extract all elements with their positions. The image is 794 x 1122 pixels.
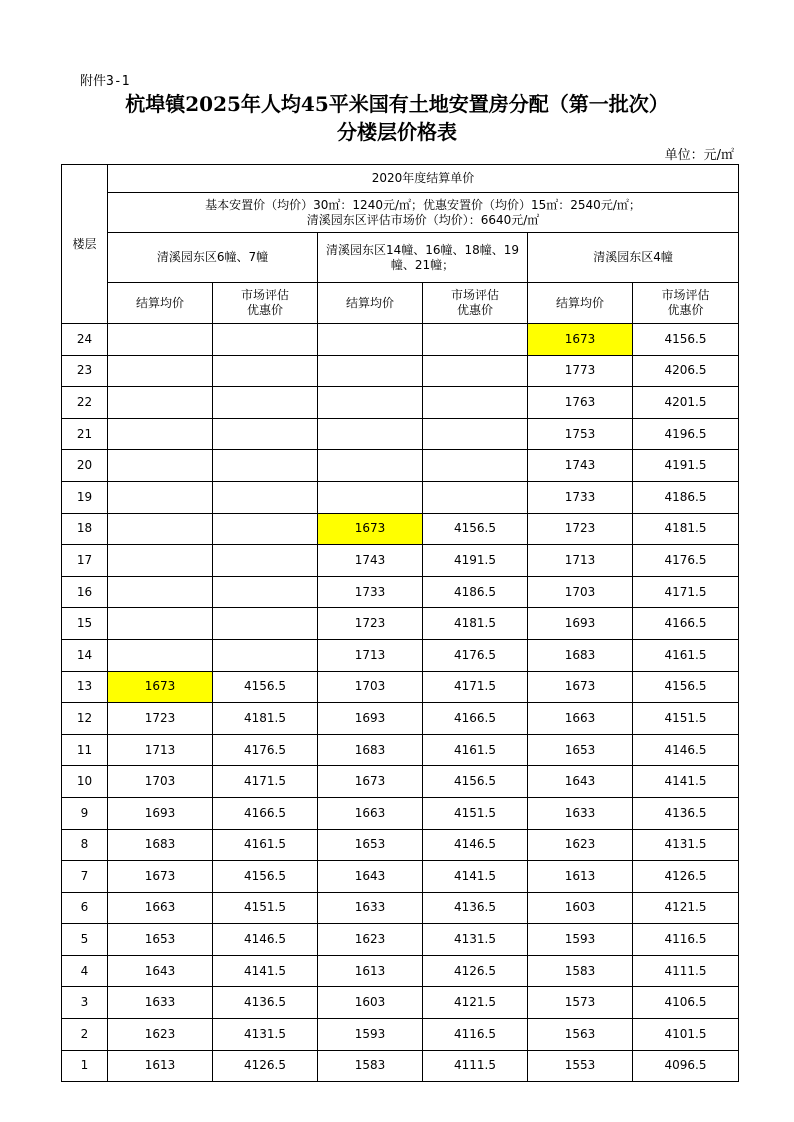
floor-cell: 21: [62, 418, 108, 450]
market-header-text: 市场评估优惠价: [661, 288, 710, 317]
table-row: [62, 829, 739, 861]
market-price-cell: 4131.5: [423, 924, 528, 956]
settle-price-cell: 1643: [108, 955, 213, 987]
settle-price-cell: [108, 576, 213, 608]
group-header-1: 清溪园东区6幢、7幢: [108, 233, 318, 283]
settle-price-cell: [318, 418, 423, 450]
settle-price-cell: 1703: [528, 576, 633, 608]
table-row: [62, 924, 739, 956]
market-price-cell: 4201.5: [633, 387, 739, 419]
settle-price-cell: [108, 545, 213, 577]
market-price-cell: 4116.5: [423, 1019, 528, 1051]
market-price-cell: 4191.5: [423, 545, 528, 577]
settle-price-cell: 1653: [318, 829, 423, 861]
table-row: [62, 545, 739, 577]
floor-cell: 18: [62, 513, 108, 545]
floor-cell: 3: [62, 987, 108, 1019]
settle-price-cell: 1713: [318, 639, 423, 671]
price-table: [61, 164, 739, 1082]
table-row: [62, 481, 739, 513]
settle-price-cell: 1623: [528, 829, 633, 861]
market-price-cell: 4126.5: [213, 1050, 318, 1082]
table-row: [62, 418, 739, 450]
floor-cell: 12: [62, 703, 108, 735]
settle-price-cell: 1653: [108, 924, 213, 956]
table-row: [62, 513, 739, 545]
market-price-cell: 4156.5: [423, 766, 528, 798]
settle-price-cell: 1723: [318, 608, 423, 640]
settle-price-cell: 1573: [528, 987, 633, 1019]
floor-cell: 17: [62, 545, 108, 577]
settle-price-cell: [318, 324, 423, 356]
group-header-2: [318, 233, 528, 283]
table-row: [62, 1019, 739, 1051]
table-row: [62, 987, 739, 1019]
base-price-note: [108, 193, 739, 233]
table-row: [62, 766, 739, 798]
floor-cell: 4: [62, 955, 108, 987]
market-price-cell: 4146.5: [633, 734, 739, 766]
market-price-cell: [213, 324, 318, 356]
settle-price-cell: 1663: [528, 703, 633, 735]
market-price-cell: 4156.5: [633, 671, 739, 703]
settle-price-cell: 1623: [318, 924, 423, 956]
group-header-3: 清溪园东区4幢: [528, 233, 739, 283]
settle-price-cell: 1583: [528, 955, 633, 987]
settle-price-cell: 1693: [318, 703, 423, 735]
settle-header: 结算均价: [318, 283, 423, 324]
market-price-cell: 4131.5: [213, 1019, 318, 1051]
market-header: [423, 283, 528, 324]
table-row: [62, 450, 739, 482]
settle-price-cell: 1773: [528, 355, 633, 387]
market-price-cell: 4111.5: [423, 1050, 528, 1082]
market-price-cell: 4146.5: [423, 829, 528, 861]
market-price-cell: 4126.5: [423, 955, 528, 987]
floor-cell: 22: [62, 387, 108, 419]
settle-price-cell: [318, 481, 423, 513]
market-price-cell: 4141.5: [633, 766, 739, 798]
table-row: [62, 955, 739, 987]
settle-price-cell: 1703: [108, 766, 213, 798]
settle-price-cell: 1553: [528, 1050, 633, 1082]
table-row: [62, 797, 739, 829]
table-row: [62, 703, 739, 735]
floor-cell: 16: [62, 576, 108, 608]
market-price-cell: [423, 355, 528, 387]
market-price-cell: [213, 513, 318, 545]
market-price-cell: 4166.5: [423, 703, 528, 735]
floor-cell: 24: [62, 324, 108, 356]
market-price-cell: 4096.5: [633, 1050, 739, 1082]
market-price-cell: 4156.5: [633, 324, 739, 356]
market-price-cell: 4136.5: [423, 892, 528, 924]
market-price-cell: 4121.5: [633, 892, 739, 924]
year-price-header: 2020年度结算单价: [108, 165, 739, 193]
market-price-cell: [213, 387, 318, 419]
market-price-cell: 4131.5: [633, 829, 739, 861]
market-price-cell: 4186.5: [423, 576, 528, 608]
settle-header: 结算均价: [528, 283, 633, 324]
market-price-cell: 4176.5: [213, 734, 318, 766]
table-row: [62, 387, 739, 419]
market-price-cell: 4146.5: [213, 924, 318, 956]
market-price-cell: 4171.5: [213, 766, 318, 798]
table-row: [62, 861, 739, 893]
market-price-cell: 4151.5: [423, 797, 528, 829]
settle-price-cell: 1693: [108, 797, 213, 829]
market-price-cell: 4171.5: [633, 576, 739, 608]
floor-cell: 5: [62, 924, 108, 956]
market-price-cell: 4156.5: [213, 671, 318, 703]
market-price-cell: 4136.5: [213, 987, 318, 1019]
settle-price-cell: 1673: [318, 513, 423, 545]
floor-cell: 7: [62, 861, 108, 893]
settle-price-cell: 1763: [528, 387, 633, 419]
settle-price-cell: 1643: [528, 766, 633, 798]
market-price-cell: 4156.5: [423, 513, 528, 545]
table-row: [62, 324, 739, 356]
market-price-cell: 4171.5: [423, 671, 528, 703]
floor-cell: 23: [62, 355, 108, 387]
settle-price-cell: 1673: [108, 861, 213, 893]
settle-price-cell: 1663: [318, 797, 423, 829]
table-row: [62, 892, 739, 924]
table-row: [62, 608, 739, 640]
floor-cell: 19: [62, 481, 108, 513]
settle-price-cell: [108, 639, 213, 671]
settle-price-cell: [108, 355, 213, 387]
market-price-cell: 4191.5: [633, 450, 739, 482]
settle-price-cell: 1693: [528, 608, 633, 640]
settle-price-cell: 1653: [528, 734, 633, 766]
settle-price-cell: 1753: [528, 418, 633, 450]
table-row: [62, 355, 739, 387]
market-price-cell: [213, 355, 318, 387]
unit-label: 单位：元/㎡: [664, 148, 734, 163]
settle-price-cell: 1593: [318, 1019, 423, 1051]
settle-price-cell: 1633: [318, 892, 423, 924]
settle-price-cell: 1743: [528, 450, 633, 482]
settle-price-cell: 1683: [318, 734, 423, 766]
table-row: [62, 734, 739, 766]
settle-price-cell: 1623: [108, 1019, 213, 1051]
settle-price-cell: 1613: [528, 861, 633, 893]
page-subtitle: 分楼层价格表: [337, 120, 457, 144]
market-price-cell: 4151.5: [213, 892, 318, 924]
market-price-cell: [423, 450, 528, 482]
market-price-cell: 4156.5: [213, 861, 318, 893]
market-price-cell: [213, 481, 318, 513]
table-row: [62, 576, 739, 608]
settle-price-cell: 1673: [528, 671, 633, 703]
floor-cell: 6: [62, 892, 108, 924]
market-header-text: 市场评估优惠价: [241, 288, 290, 317]
market-price-cell: [423, 481, 528, 513]
settle-price-cell: 1613: [318, 955, 423, 987]
group-header-2-text: 清溪园东区14幢、16幢、18幢、19幢、21幢；: [325, 242, 520, 272]
market-price-cell: 4121.5: [423, 987, 528, 1019]
settle-price-cell: [318, 387, 423, 419]
base-price-line1: 基本安置价（均价）30㎡：1240元/㎡；优惠安置价（均价）15㎡：2540元/㎡；: [205, 197, 641, 212]
market-header: [633, 283, 739, 324]
floor-cell: 14: [62, 639, 108, 671]
floor-cell: 11: [62, 734, 108, 766]
settle-price-cell: 1663: [108, 892, 213, 924]
settle-price-cell: [108, 418, 213, 450]
floor-cell: 13: [62, 671, 108, 703]
market-price-cell: 4116.5: [633, 924, 739, 956]
settle-price-cell: 1723: [528, 513, 633, 545]
settle-price-cell: 1703: [318, 671, 423, 703]
market-price-cell: 4126.5: [633, 861, 739, 893]
market-price-cell: 4166.5: [213, 797, 318, 829]
market-price-cell: 4196.5: [633, 418, 739, 450]
market-price-cell: 4181.5: [633, 513, 739, 545]
settle-price-cell: 1643: [318, 861, 423, 893]
market-price-cell: 4151.5: [633, 703, 739, 735]
market-header: [213, 283, 318, 324]
market-price-cell: 4141.5: [213, 955, 318, 987]
settle-price-cell: [108, 513, 213, 545]
market-price-cell: [213, 450, 318, 482]
market-price-cell: 4181.5: [213, 703, 318, 735]
floor-cell: 15: [62, 608, 108, 640]
settle-price-cell: [108, 481, 213, 513]
floor-cell: 10: [62, 766, 108, 798]
settle-price-cell: 1723: [108, 703, 213, 735]
market-price-cell: 4161.5: [633, 639, 739, 671]
table-row: [62, 671, 739, 703]
floor-header: 楼层: [62, 165, 108, 324]
floor-cell: 9: [62, 797, 108, 829]
settle-price-cell: 1563: [528, 1019, 633, 1051]
settle-price-cell: 1713: [108, 734, 213, 766]
settle-price-cell: 1593: [528, 924, 633, 956]
market-price-cell: 4161.5: [423, 734, 528, 766]
settle-price-cell: 1733: [318, 576, 423, 608]
page-title: 杭埠镇2025年人均45平米国有土地安置房分配（第一批次）: [125, 92, 669, 116]
floor-cell: 20: [62, 450, 108, 482]
settle-price-cell: 1713: [528, 545, 633, 577]
floor-cell: 1: [62, 1050, 108, 1082]
attachment-label: 附件3-1: [80, 74, 130, 89]
settle-price-cell: 1683: [108, 829, 213, 861]
settle-price-cell: 1733: [528, 481, 633, 513]
settle-price-cell: 1583: [318, 1050, 423, 1082]
settle-price-cell: 1603: [318, 987, 423, 1019]
market-price-cell: 4176.5: [633, 545, 739, 577]
settle-price-cell: [108, 324, 213, 356]
market-price-cell: 4106.5: [633, 987, 739, 1019]
settle-price-cell: [108, 608, 213, 640]
market-price-cell: 4181.5: [423, 608, 528, 640]
settle-header: 结算均价: [108, 283, 213, 324]
settle-price-cell: 1743: [318, 545, 423, 577]
market-price-cell: 4161.5: [213, 829, 318, 861]
settle-price-cell: 1683: [528, 639, 633, 671]
settle-price-cell: 1633: [108, 987, 213, 1019]
settle-price-cell: 1633: [528, 797, 633, 829]
market-price-cell: 4141.5: [423, 861, 528, 893]
settle-price-cell: 1673: [318, 766, 423, 798]
market-price-cell: 4166.5: [633, 608, 739, 640]
settle-price-cell: 1613: [108, 1050, 213, 1082]
settle-price-cell: 1603: [528, 892, 633, 924]
market-price-cell: 4206.5: [633, 355, 739, 387]
market-price-cell: [213, 608, 318, 640]
market-price-cell: 4101.5: [633, 1019, 739, 1051]
settle-price-cell: 1673: [108, 671, 213, 703]
market-price-cell: [423, 324, 528, 356]
floor-cell: 8: [62, 829, 108, 861]
market-price-cell: [213, 639, 318, 671]
market-price-cell: [213, 418, 318, 450]
market-price-cell: 4136.5: [633, 797, 739, 829]
settle-price-cell: [108, 387, 213, 419]
market-price-cell: 4186.5: [633, 481, 739, 513]
settle-price-cell: [318, 355, 423, 387]
market-header-text: 市场评估优惠价: [451, 288, 500, 317]
floor-cell: 2: [62, 1019, 108, 1051]
settle-price-cell: [108, 450, 213, 482]
table-row: [62, 639, 739, 671]
table-row: [62, 1050, 739, 1082]
settle-price-cell: 1673: [528, 324, 633, 356]
market-price-cell: 4176.5: [423, 639, 528, 671]
market-price-cell: 4111.5: [633, 955, 739, 987]
market-price-cell: [423, 418, 528, 450]
settle-price-cell: [318, 450, 423, 482]
base-price-line2: 清溪园东区评估市场价（均价）：6640元/㎡: [306, 212, 540, 227]
market-price-cell: [213, 545, 318, 577]
market-price-cell: [423, 387, 528, 419]
market-price-cell: [213, 576, 318, 608]
